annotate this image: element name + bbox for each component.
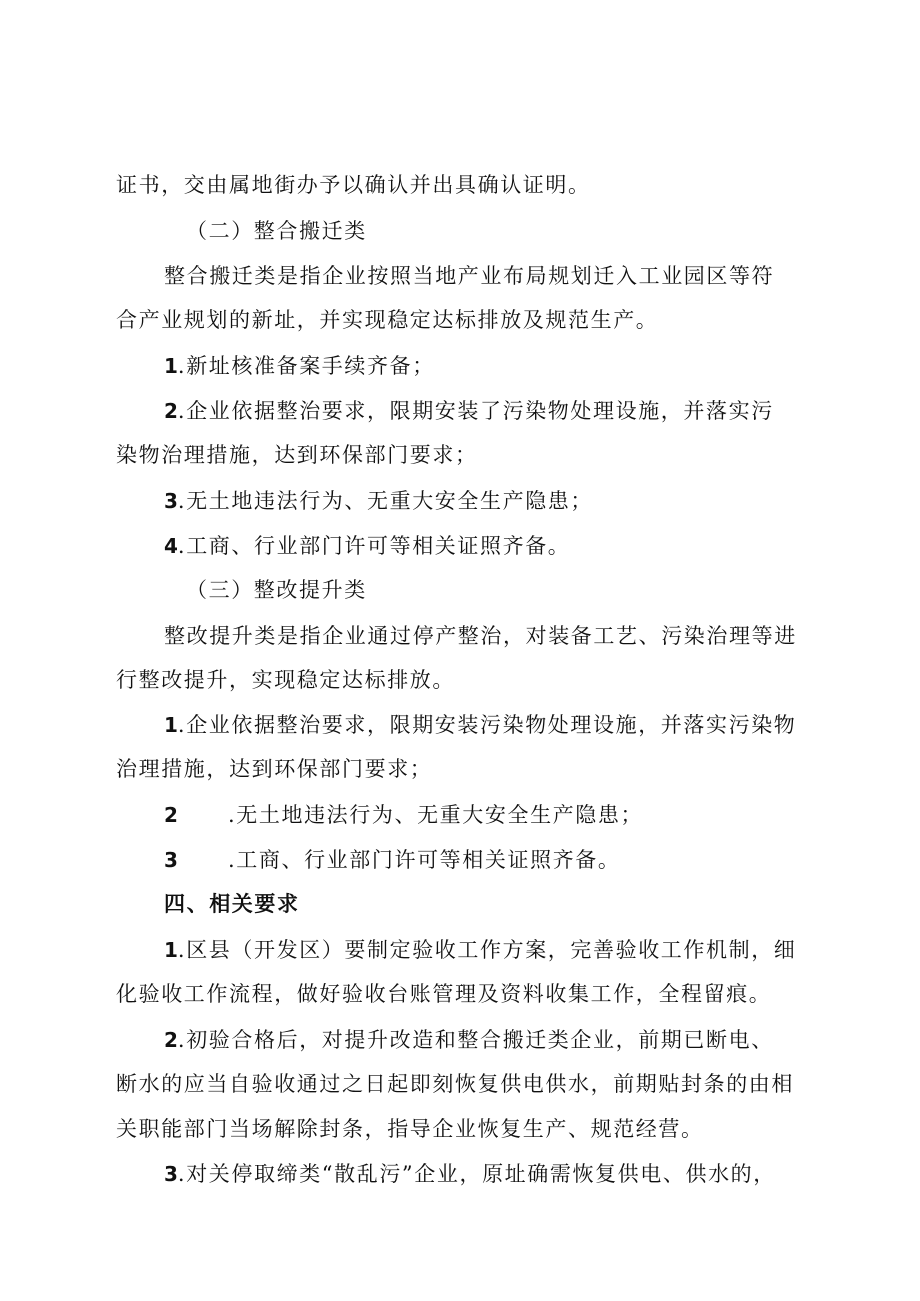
list-item	[164, 484, 593, 518]
paragraph-line: 整改提升类是指企业通过停产整治，对装备工艺、污染治理等进	[164, 624, 797, 648]
paragraph-line: 关职能部门当场解除封条，指导企业恢复生产、规范经营。	[116, 1117, 704, 1141]
paragraph-line: 化验收工作流程，做好验收台账管理及资料收集工作，全程留痕。	[116, 982, 772, 1006]
list-number: 3	[164, 1162, 178, 1186]
list-number: 1	[164, 713, 178, 737]
paragraph-line: 治理措施，达到环保部门要求；	[116, 757, 433, 781]
list-text: .区县（开发区）要制定验收工作方案，完善验收工作机制，细	[177, 938, 797, 962]
list-item	[164, 798, 643, 832]
list-number: 2	[164, 1028, 178, 1052]
list-text: .新址核准备案手续齐备；	[177, 354, 435, 378]
paragraph-line: 整合搬迁类是指企业按照当地产业布局规划迁入工业园区等符	[164, 264, 775, 288]
list-number: 3	[164, 848, 178, 872]
section-heading-3: （三）整改提升类	[186, 578, 367, 602]
list-text: .无土地违法行为、无重大安全生产隐患；	[228, 803, 644, 827]
list-item	[164, 933, 796, 967]
section-heading-4: 四、相关要求	[164, 892, 300, 916]
list-text: .对关停取缔类“散乱污”企业，原址确需恢复供电、供水的，	[177, 1162, 776, 1186]
list-number: 3	[164, 489, 178, 513]
list-number: 2	[164, 803, 178, 827]
list-item	[164, 1023, 774, 1057]
list-item	[164, 843, 620, 877]
section-heading-2: （二）整合搬迁类	[186, 219, 367, 243]
list-item	[164, 394, 774, 428]
paragraph-line: 断水的应当自验收通过之日起即刻恢复供电供水，前期贴封条的由相	[116, 1072, 794, 1096]
list-item	[164, 1157, 776, 1191]
list-text: .初验合格后，对提升改造和整合搬迁类企业，前期已断电、	[177, 1028, 774, 1052]
list-number: 1	[164, 354, 178, 378]
list-text: .无土地违法行为、无重大安全生产隐患；	[177, 489, 593, 513]
list-item	[164, 529, 570, 563]
paragraph-line: 行整改提升，实现稳定达标排放。	[116, 668, 455, 692]
list-number: 2	[164, 399, 178, 423]
paragraph-line: 合产业规划的新址，并实现稳定达标排放及规范生产。	[116, 308, 659, 332]
list-text: .企业依据整治要求，限期安装污染物处理设施，并落实污染物	[177, 713, 797, 737]
paragraph-line: 证书，交由属地街办予以确认并出具确认证明。	[116, 173, 591, 197]
list-item	[164, 349, 435, 383]
list-number: 1	[164, 938, 178, 962]
list-text: .企业依据整治要求，限期安装了污染物处理设施，并落实污	[177, 399, 774, 423]
list-item	[164, 708, 796, 742]
list-text: .工商、行业部门许可等相关证照齐备。	[177, 534, 571, 558]
list-text: .工商、行业部门许可等相关证照齐备。	[228, 848, 621, 872]
list-number: 4	[164, 534, 178, 558]
paragraph-line: 染物治理措施，达到环保部门要求；	[116, 443, 478, 467]
